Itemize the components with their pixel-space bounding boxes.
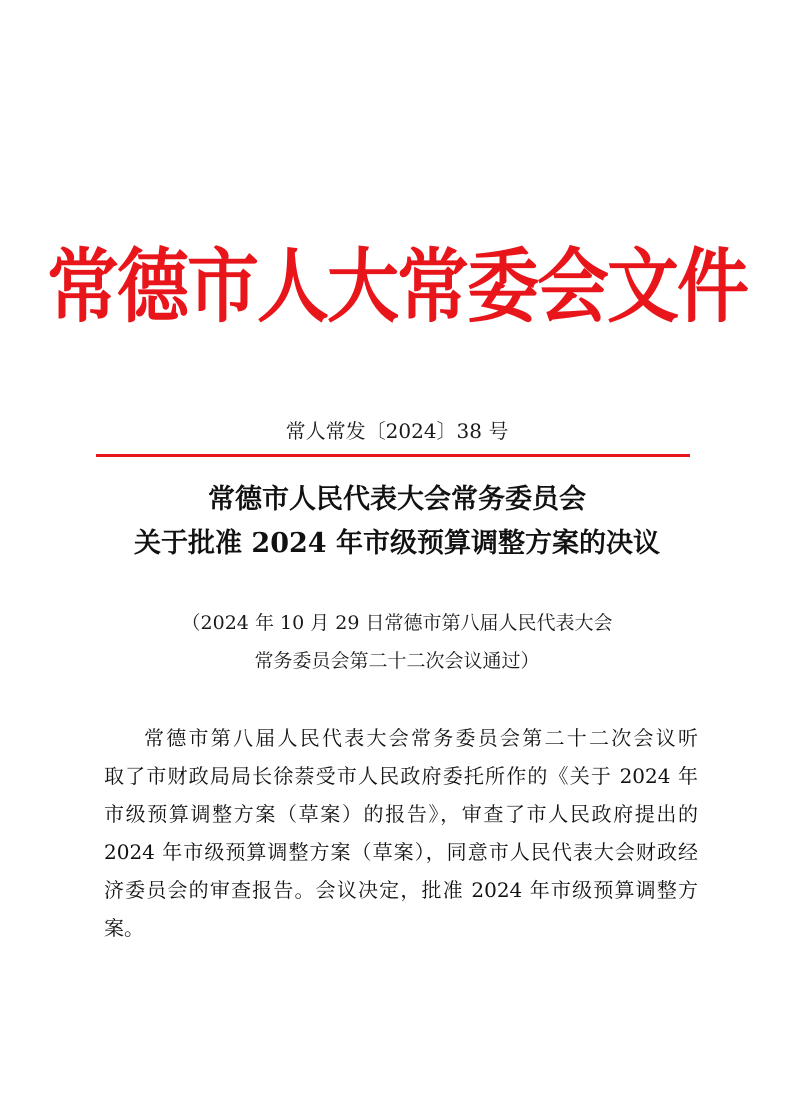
document-title-line-2: 关于批准 2024 年市级预算调整方案的决议 xyxy=(134,528,660,559)
document-title-line-1: 常德市人民代表大会常务委员会 xyxy=(208,484,586,515)
adoption-note-line-1: （2024 年 10 月 29 日常德市第八届人民代表大会 xyxy=(181,612,613,634)
body-line: 取了市财政局局长徐萘受市人民政府委托所作的《关于 2024 年 xyxy=(104,764,698,788)
adoption-note-line-2: 常务委员会第二十二次会议通过） xyxy=(254,650,540,672)
red-divider-line xyxy=(96,454,690,457)
document-number: 常人常发〔2024〕38 号 xyxy=(285,419,509,443)
body-line: 市级预算调整方案（草案）的报告》，审查了市人民政府提出的 xyxy=(104,802,698,826)
body-line: 2024 年市级预算调整方案（草案），同意市人民代表大会财政经 xyxy=(104,840,698,864)
body-line: 济委员会的审查报告。会议决定，批准 2024 年市级预算调整方 xyxy=(104,878,698,902)
body-line: 常德市第八届人民代表大会常务委员会第二十二次会议听 xyxy=(144,726,698,750)
body-line: 案。 xyxy=(104,916,144,940)
masthead-title: 常德市人大常委会文件 xyxy=(46,238,747,334)
